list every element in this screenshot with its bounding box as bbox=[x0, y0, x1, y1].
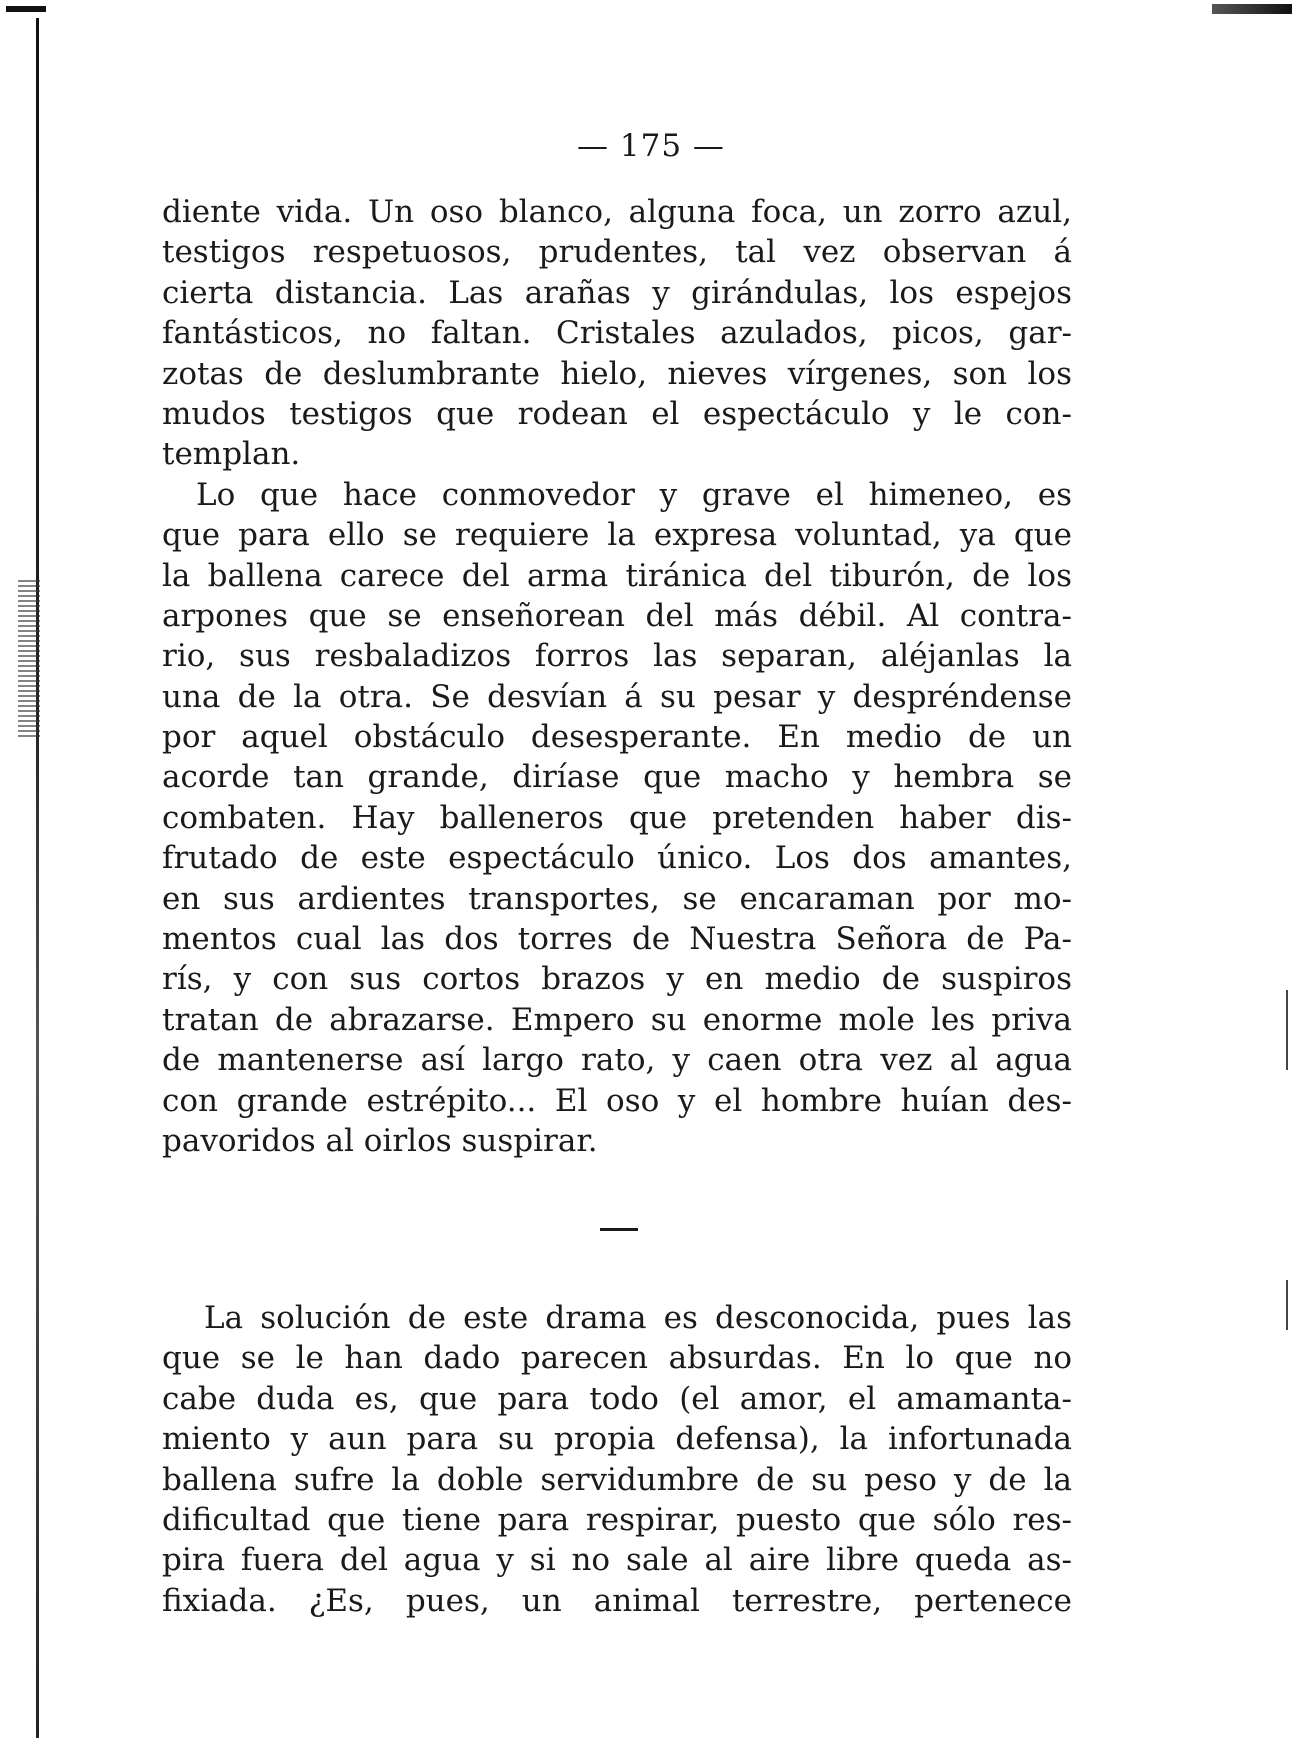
page-number: — 175 — bbox=[577, 128, 725, 164]
text-line: una de la otra. Se desvían á su pesar y despréndense bbox=[162, 678, 1072, 715]
text-line: rís, y con sus cortos brazos y en medio de suspiros bbox=[162, 961, 1072, 998]
text-line: cabe duda es, que para todo (el amor, el amamanta- bbox=[162, 1380, 1072, 1417]
text-line: rio, sus resbaladizos forros las separan, aléjanlas la bbox=[162, 638, 1072, 675]
text-line: que para ello se requiere la expresa voluntad, ya que bbox=[162, 517, 1072, 554]
text-line: cierta distancia. Las arañas y girándulas, los espejos bbox=[162, 274, 1072, 311]
scan-smudge-left bbox=[18, 580, 40, 740]
text-line: combaten. Hay balleneros que pretenden haber dis- bbox=[162, 799, 1072, 836]
text-line: en sus ardientes transportes, se encaraman por mo- bbox=[162, 880, 1072, 917]
text-line: frutado de este espectáculo único. Los dos amantes, bbox=[162, 840, 1072, 877]
body-text-lower bbox=[162, 1298, 1072, 1621]
scan-mark-right bbox=[1286, 1280, 1288, 1330]
text-line: zotas de deslumbrante hielo, nieves vírgenes, son los bbox=[162, 355, 1072, 392]
scan-mark-right bbox=[1286, 990, 1288, 1070]
text-line: con grande estrépito... El oso y el hombre huían des- bbox=[162, 1082, 1072, 1119]
section-divider bbox=[600, 1228, 638, 1231]
text-line: Lo que hace conmovedor y grave el himeneo, es bbox=[196, 476, 1072, 513]
text-line: templan. bbox=[162, 436, 301, 473]
text-line: ballena sufre la doble servidumbre de su peso y de la bbox=[162, 1461, 1072, 1498]
text-line: miento y aun para su propia defensa), la infortunada bbox=[162, 1421, 1072, 1458]
text-line: mentos cual las dos torres de Nuestra Señora de Pa- bbox=[162, 921, 1072, 958]
text-line: La solución de este drama es desconocida, pues las bbox=[204, 1300, 1072, 1336]
body-text-upper bbox=[162, 192, 1072, 1161]
text-line: mudos testigos que rodean el espectáculo y le con- bbox=[162, 395, 1072, 432]
text-line: de mantenerse así largo rato, y caen otra vez al agua bbox=[162, 1042, 1072, 1079]
scan-edge-top-right bbox=[1212, 4, 1292, 14]
text-line: testigos respetuosos, prudentes, tal vez observan á bbox=[162, 234, 1072, 271]
text-line: que se le han dado parecen absurdas. En lo que no bbox=[162, 1340, 1072, 1377]
text-line: dificultad que tiene para respirar, puesto que sólo res- bbox=[162, 1501, 1072, 1538]
text-line: tratan de abrazarse. Empero su enorme mole les priva bbox=[162, 1001, 1072, 1038]
text-line: por aquel obstáculo desesperante. En medio de un bbox=[162, 719, 1072, 756]
text-line: pira fuera del agua y si no sale al aire libre queda as- bbox=[162, 1542, 1072, 1579]
scan-edge-top-left bbox=[6, 6, 46, 12]
text-line: acorde tan grande, diríase que macho y hembra se bbox=[162, 759, 1072, 796]
scan-edge-left bbox=[36, 18, 39, 1738]
text-line: arpones que se enseñorean del más débil. Al contra- bbox=[162, 597, 1072, 634]
text-line: la ballena carece del arma tiránica del tiburón, de los bbox=[162, 557, 1072, 594]
text-line: fixiada. ¿Es, pues, un animal terrestre, pertenece bbox=[162, 1582, 1072, 1619]
text-line: fantásticos, no faltan. Cristales azulados, picos, gar- bbox=[162, 315, 1072, 352]
text-line: pavoridos al oirlos suspirar. bbox=[162, 1122, 598, 1159]
text-line: diente vida. Un oso blanco, alguna foca, un zorro azul, bbox=[162, 194, 1072, 230]
